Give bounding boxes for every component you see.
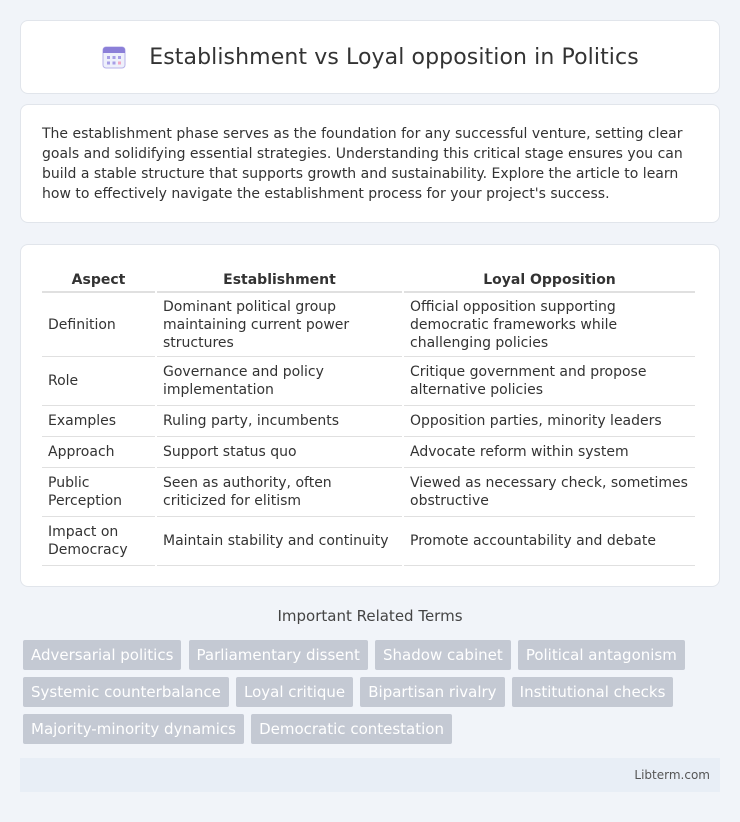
table-cell: Public Perception bbox=[42, 468, 155, 517]
related-terms-list bbox=[23, 640, 723, 751]
comparison-table bbox=[40, 265, 697, 566]
table-cell: Maintain stability and continuity bbox=[157, 517, 402, 566]
comparison-table-card bbox=[20, 244, 720, 587]
related-term-tag[interactable]: Parliamentary dissent bbox=[189, 640, 368, 670]
table-row bbox=[42, 293, 695, 357]
header-card bbox=[20, 20, 720, 94]
table-header-row bbox=[42, 265, 695, 293]
footer bbox=[20, 758, 720, 792]
table-cell: Governance and policy implementation bbox=[157, 357, 402, 406]
related-term-tag[interactable]: Shadow cabinet bbox=[375, 640, 511, 670]
column-header-loyal-opposition: Loyal Opposition bbox=[404, 265, 695, 293]
table-cell: Support status quo bbox=[157, 437, 402, 468]
related-terms-title: Important Related Terms bbox=[277, 607, 463, 625]
related-term-tag[interactable]: Systemic counterbalance bbox=[23, 677, 229, 707]
table-cell: Examples bbox=[42, 406, 155, 437]
table-cell: Critique government and propose alternative policies bbox=[404, 357, 695, 406]
related-term-tag[interactable]: Political antagonism bbox=[518, 640, 685, 670]
table-cell: Definition bbox=[42, 293, 155, 357]
table-row bbox=[42, 468, 695, 517]
related-term-tag[interactable]: Majority-minority dynamics bbox=[23, 714, 244, 744]
table-cell: Official opposition supporting democratic frameworks while challenging policies bbox=[404, 293, 695, 357]
footer-site-link[interactable]: Libterm.com bbox=[634, 768, 710, 782]
table-cell: Dominant political group maintaining current power structures bbox=[157, 293, 402, 357]
table-cell: Opposition parties, minority leaders bbox=[404, 406, 695, 437]
table-cell: Advocate reform within system bbox=[404, 437, 695, 468]
related-term-tag[interactable]: Loyal critique bbox=[236, 677, 353, 707]
column-header-aspect: Aspect bbox=[42, 265, 155, 293]
table-row bbox=[42, 517, 695, 566]
related-term-tag[interactable]: Democratic contestation bbox=[251, 714, 452, 744]
related-term-tag[interactable]: Bipartisan rivalry bbox=[360, 677, 504, 707]
table-cell: Impact on Democracy bbox=[42, 517, 155, 566]
intro-card bbox=[20, 104, 720, 223]
intro-text: The establishment phase serves as the foundation for any successful venture, setting clear goals and solidifying essential strategies. Understanding this critical stage ensures you can build a stable structure that supports growth and sustainability. Explore the article to learn how to effectively navigate the establishment process for your project's success. bbox=[42, 126, 683, 202]
table-cell: Viewed as necessary check, sometimes obstructive bbox=[404, 468, 695, 517]
page-title: Establishment vs Loyal opposition in Politics bbox=[149, 44, 639, 70]
table-row bbox=[42, 357, 695, 406]
related-term-tag[interactable]: Adversarial politics bbox=[23, 640, 181, 670]
column-header-establishment: Establishment bbox=[157, 265, 402, 293]
table-cell: Approach bbox=[42, 437, 155, 468]
calendar-icon bbox=[101, 44, 127, 70]
table-cell: Promote accountability and debate bbox=[404, 517, 695, 566]
table-cell: Ruling party, incumbents bbox=[157, 406, 402, 437]
related-term-tag[interactable]: Institutional checks bbox=[512, 677, 674, 707]
table-row bbox=[42, 406, 695, 437]
table-cell: Role bbox=[42, 357, 155, 406]
table-cell: Seen as authority, often criticized for elitism bbox=[157, 468, 402, 517]
table-row bbox=[42, 437, 695, 468]
